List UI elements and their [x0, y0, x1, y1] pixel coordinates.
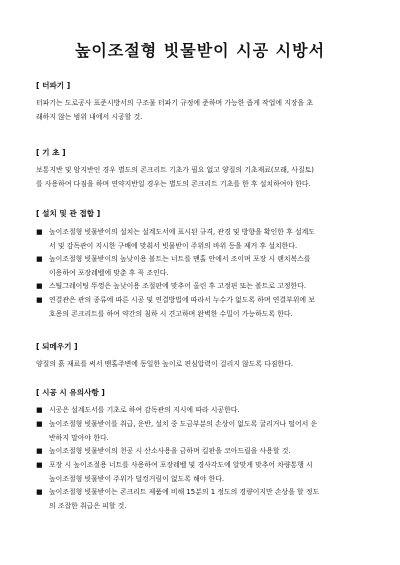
- item-line: 이용하여 포장레벨에 맞춘 후 꼭 조인다.: [49, 268, 169, 277]
- section-heading-excavation: [ 터파기 ]: [36, 81, 71, 90]
- item-line: 높이조절형 빗물받이를 취급, 운반, 설치 중 도금부분의 손상이 없도록 굴리거나 떨어서 운: [49, 420, 318, 428]
- document-title: 높이조절형 빗물받이 시공 시방서: [74, 41, 326, 60]
- body-line: 터파기는 도로공사 표준시방서의 구조물 터파기 규정에 준하며 가능한 좁게 작업에 지장을 초: [36, 99, 314, 107]
- item-line: 높이조절형 빗물받이는 콘크리트 제품에 비해 15분의 1 정도의 경량이지만 손상을 할 정도: [49, 488, 320, 496]
- bullet-icon: ■: [36, 461, 43, 469]
- item-line: 호용의 콘크리트를 하여 약간의 침하 시 견고하며 완벽한 수밀이 가능하도록 한다.: [49, 309, 293, 318]
- item-line: 반하지 말아야 한다.: [49, 433, 109, 442]
- list-item: [36, 226, 366, 253]
- section-body-foundation: [36, 164, 366, 191]
- section-body-backfill: [36, 358, 366, 372]
- list-item: [36, 294, 366, 321]
- bullet-icon: ■: [36, 228, 43, 236]
- list-item: [36, 280, 366, 294]
- bullet-icon: ■: [36, 282, 43, 290]
- item-line: 높이조절형 빗물받이 주위가 덜컹거림이 없도록 해야 한다.: [49, 474, 225, 483]
- list-item: [36, 404, 366, 418]
- list-item: [36, 253, 366, 280]
- bullet-icon: ■: [36, 420, 43, 428]
- item-line: 서 및 감독관이 지시한 구배에 맞춰서 빗물받이 주위의 바위 등을 제거 후 설치한다.: [49, 241, 298, 250]
- body-line: 래하지 않는 범위 내에서 시공할 것.: [36, 112, 143, 121]
- list-item: [36, 445, 366, 459]
- item-line: 시공은 설계도서를 기초로 하여 감독관의 지시에 따라 시공한다.: [49, 406, 240, 414]
- list-item: [36, 418, 366, 445]
- body-line: 보통지반 및 암지반인 경우 별도의 콘크리트 기초가 필요 없고 양질의 기초재료(모래, 사질토): [36, 166, 314, 174]
- item-line: 의 조잡한 취급은 피할 것.: [49, 501, 127, 510]
- bullet-icon: ■: [36, 488, 43, 496]
- bullet-icon: ■: [36, 255, 43, 263]
- section-heading-foundation: [ 기 초 ]: [36, 148, 66, 157]
- body-line: 를 사용하여 다짐을 하며 연약지반일 경우는 별도의 콘크리트 기초를 한 후 설치하여야 한다.: [36, 179, 311, 188]
- list-item: [36, 459, 366, 486]
- item-line: 높이조절형 빗물받이의 높낮이용 볼트는 너트를 맨홀 안에서 조이며 포장 시 랜치복스를: [49, 255, 311, 263]
- item-line: 포장 시 높이조절용 너트를 사용하여 포장레벨 및 경사각도에 알맞게 맞추어 차량통행 시: [49, 461, 313, 469]
- list-item: [36, 486, 366, 513]
- item-line: 높이조절형 빗물받이의 천공 시 산소사용을 금하며 킬판을 코아드릴을 사용할 것.: [49, 447, 291, 455]
- bullet-icon: ■: [36, 447, 43, 455]
- bullet-icon: ■: [36, 296, 43, 304]
- body-line: 양질의 흙 재료를 써서 맨홀주변에 동일한 높이로 편심압력이 걸리지 않도록 다짐한다.: [36, 360, 294, 368]
- item-line: 스틸그레이팅 뚜껑은 높낮이용 조절판에 맞추어 올린 후 고정핀 또는 볼트로 고정한다.: [49, 282, 307, 290]
- section-body-excavation: [36, 97, 366, 124]
- section-heading-precautions: [ 시공 시 유의사항 ]: [36, 388, 105, 397]
- item-line: 높이조절형 빗물받이의 설치는 설계도서에 표시된 규격, 관경 및 방향을 확인한 후 설계도: [49, 228, 315, 236]
- section-heading-backfill: [ 되메우기 ]: [36, 342, 78, 351]
- item-line: 연결관은 관의 종류에 따른 시공 및 연결방법에 따라서 누수가 없도록 하며 연결부위에 보: [49, 296, 315, 304]
- section-heading-installation: [ 설치 및 관 접합 ]: [36, 209, 101, 218]
- bullet-icon: ■: [36, 406, 43, 414]
